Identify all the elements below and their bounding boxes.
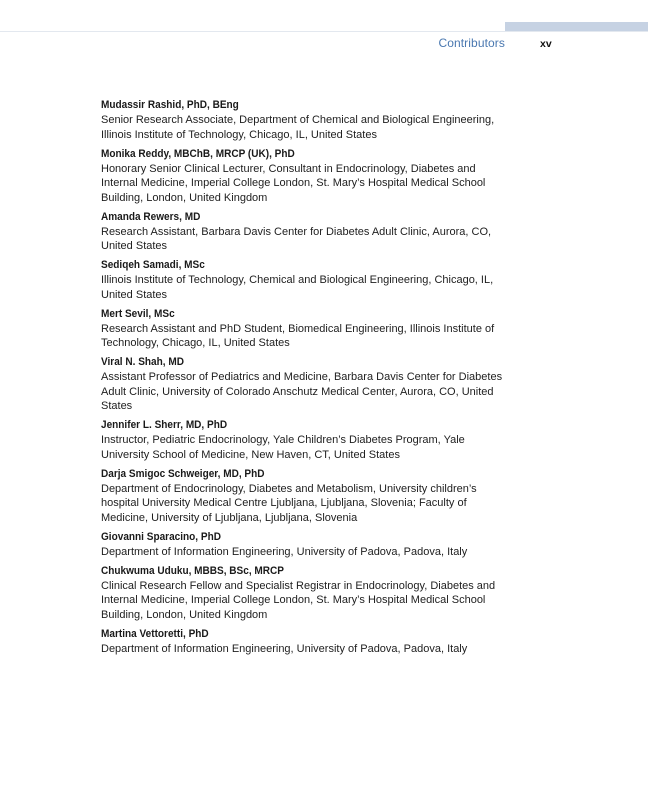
contributor-entry — [101, 147, 511, 206]
contributor-name: Darja Smigoc Schweiger, MD, PhD — [101, 467, 265, 480]
header-rule — [0, 31, 648, 32]
contributor-affiliation: Department of Endocrinology, Diabetes and Metabolism, University children’s hospital University Medical Centre Ljubljana, Ljubljana, Slovenia; Faculty of Medicine, University of Ljubljana, Ljubljana, Slovenia — [101, 482, 477, 524]
header-accent-bar — [505, 22, 648, 31]
contributor-name: Sediqeh Samadi, MSc — [101, 259, 205, 271]
contributor-affiliation: Instructor, Pediatric Endocrinology, Yale Children’s Diabetes Program, Yale University School of Medicine, New Haven, CT, United States — [101, 434, 465, 461]
contributor-affiliation: Honorary Senior Clinical Lecturer, Consultant in Endocrinology, Diabetes and Internal Medicine, Imperial College London, St. Mary’s Hospital Medical School Building, London, United Kingdom — [101, 162, 486, 204]
contributor-affiliation: Assistant Professor of Pediatrics and Medicine, Barbara Davis Center for Diabetes Adult Clinic, University of Colorado Anschutz Medical Center, Aurora, CO, United States — [101, 371, 503, 412]
contributor-entry — [101, 627, 511, 657]
contributor-entry — [101, 210, 511, 254]
running-head: Contributors — [438, 36, 505, 50]
contributor-name: Viral N. Shah, MD — [101, 356, 184, 368]
page-number: xv — [540, 38, 552, 50]
contributor-list — [101, 98, 511, 661]
contributor-entry — [101, 355, 511, 414]
contributor-entry — [101, 307, 511, 351]
contributor-name: Monika Reddy, MBChB, MRCP (UK), PhD — [101, 147, 295, 160]
contributor-name: Mert Sevil, MSc — [101, 307, 175, 320]
contributor-affiliation: Department of Information Engineering, University of Padova, Padova, Italy — [101, 545, 468, 558]
contributor-entry — [101, 418, 511, 462]
contributor-entry — [101, 98, 511, 142]
contributor-affiliation: Research Assistant, Barbara Davis Center for Diabetes Adult Clinic, Aurora, CO, United States — [101, 225, 492, 252]
contributor-name: Martina Vettoretti, PhD — [101, 627, 209, 640]
contributor-affiliation: Research Assistant and PhD Student, Biomedical Engineering, Illinois Institute of Technology, Chicago, IL, United States — [101, 322, 495, 349]
contributor-entry — [101, 258, 511, 302]
contributor-name: Chukwuma Uduku, MBBS, BSc, MRCP — [101, 564, 284, 577]
contributor-name: Giovanni Sparacino, PhD — [101, 530, 221, 543]
contributor-entry — [101, 467, 511, 526]
contributor-affiliation: Clinical Research Fellow and Specialist Registrar in Endocrinology, Diabetes and Internal Medicine, Imperial College London, St. Mary’s Hospital Medical School Building, London, United Kingdom — [101, 579, 496, 621]
contributor-name: Jennifer L. Sherr, MD, PhD — [101, 419, 228, 431]
contributor-entry — [101, 564, 511, 623]
contributor-name: Amanda Rewers, MD — [101, 210, 201, 223]
contributor-affiliation: Illinois Institute of Technology, Chemical and Biological Engineering, Chicago, IL, United States — [101, 274, 494, 301]
contributor-affiliation: Department of Information Engineering, University of Padova, Padova, Italy — [101, 642, 468, 655]
contributor-entry — [101, 530, 511, 560]
contributor-affiliation: Senior Research Associate, Department of Chemical and Biological Engineering, Illinois Institute of Technology, Chicago, IL, United States — [101, 114, 495, 141]
contributor-name: Mudassir Rashid, PhD, BEng — [101, 99, 239, 111]
